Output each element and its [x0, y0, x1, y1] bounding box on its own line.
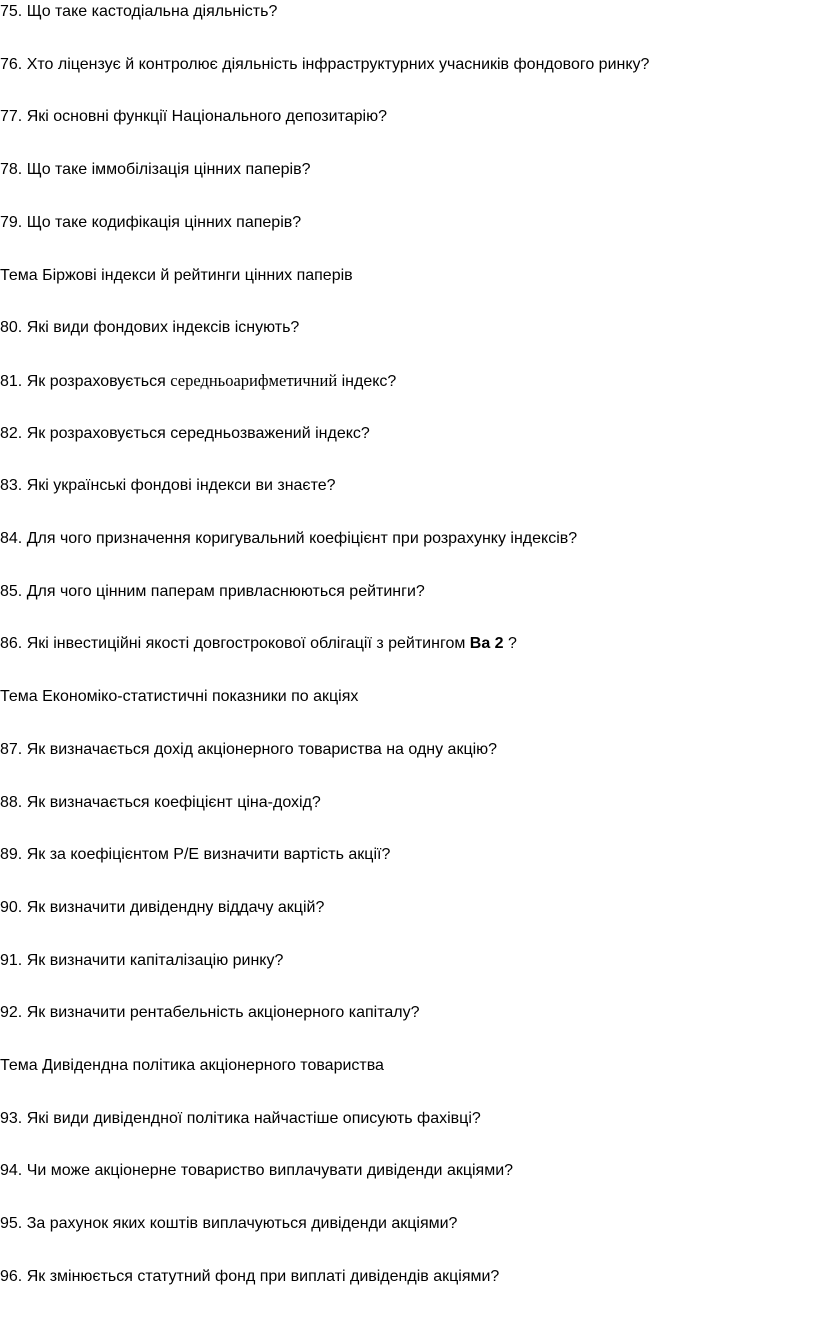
question-item — [0, 1159, 513, 1183]
question-item — [0, 580, 425, 604]
text-segment: 75. Що таке кастодіальна діяльність? — [0, 3, 278, 20]
serif-text-segment: середньоарифметичний — [170, 370, 338, 390]
question-item — [0, 1001, 420, 1025]
text-segment: 82. Як розраховується середньозважений індекс? — [0, 424, 370, 442]
text-segment: 87. Як визначається дохід акціонерного товариства на одну акцію? — [0, 740, 498, 758]
text-segment: Тема Економіко-статистичні показники по акціях — [0, 688, 359, 706]
question-item — [0, 843, 390, 867]
text-segment: 78. Що таке іммобілізація цінних паперів? — [0, 161, 311, 179]
question-item — [0, 949, 283, 973]
text-segment: 95. За рахунок яких коштів виплачуються дивіденди акціями? — [0, 1215, 458, 1233]
question-item — [0, 1265, 499, 1289]
text-segment: Тема Біржові індекси й рейтинги цінних паперів — [0, 266, 353, 284]
text-segment: 77. Які основні функції Національного депозитарію? — [0, 108, 387, 126]
text-segment: 81. Як розраховується — [0, 372, 171, 390]
question-item — [0, 422, 370, 446]
topic-heading — [0, 1054, 384, 1078]
text-segment: 90. Як визначити дивідендну віддачу акцій? — [0, 898, 325, 916]
text-segment: 80. Які види фондових індексів існують? — [0, 319, 300, 337]
text-segment: 86. Які інвестиційні якості довгострокової облігації з рейтингом — [0, 635, 470, 653]
question-item — [0, 369, 396, 393]
question-item — [0, 632, 517, 656]
text-segment: 76. Хто ліцензує й контролює діяльність інфраструктурних учасників фондового ринку? — [0, 55, 650, 73]
question-item — [0, 791, 321, 815]
question-item — [0, 1107, 481, 1131]
question-item — [0, 158, 310, 182]
text-segment: 94. Чи може акціонерне товариство виплачувати дивіденди акціями? — [0, 1162, 514, 1180]
question-item — [0, 105, 387, 129]
text-segment: 93. Які види дивідендної політика найчастіше описують фахівці? — [0, 1109, 481, 1127]
text-segment: 88. Як визначається коефіцієнт ціна-дохід? — [0, 793, 321, 811]
text-segment: 83. Які українські фондові індекси ви знаєте? — [0, 477, 336, 495]
question-item — [0, 53, 649, 77]
text-segment: 85. Для чого цінним паперам привласнюються рейтинги? — [0, 582, 425, 600]
text-segment: 89. Як за коефіцієнтом Р/Е визначити вартість акції? — [0, 846, 391, 864]
text-segment: ? — [503, 635, 517, 653]
question-item — [0, 527, 577, 551]
topic-heading — [0, 685, 358, 709]
bold-text-segment: Ва 2 — [469, 635, 504, 653]
text-segment: 96. Як змінюється статутний фонд при виплаті дивідендів акціями? — [0, 1267, 500, 1285]
topic-heading — [0, 264, 353, 288]
text-segment: Тема Дивідендна політика акціонерного товариства — [0, 1057, 384, 1074]
text-segment: 91. Як визначити капіталізацію ринку? — [0, 951, 284, 969]
question-item — [0, 0, 277, 24]
text-segment: індекс? — [337, 372, 397, 390]
question-item — [0, 316, 299, 340]
question-item — [0, 211, 301, 235]
text-segment: 84. Для чого призначення коригувальний коефіцієнт при розрахунку індексів? — [0, 530, 578, 547]
text-segment: 79. Що таке кодифікація цінних паперів? — [0, 213, 302, 231]
question-item — [0, 1212, 457, 1236]
question-item — [0, 474, 336, 498]
text-segment: 92. Як визначити рентабельність акціонерного капіталу? — [0, 1004, 420, 1022]
question-item — [0, 896, 324, 920]
question-item — [0, 738, 497, 762]
